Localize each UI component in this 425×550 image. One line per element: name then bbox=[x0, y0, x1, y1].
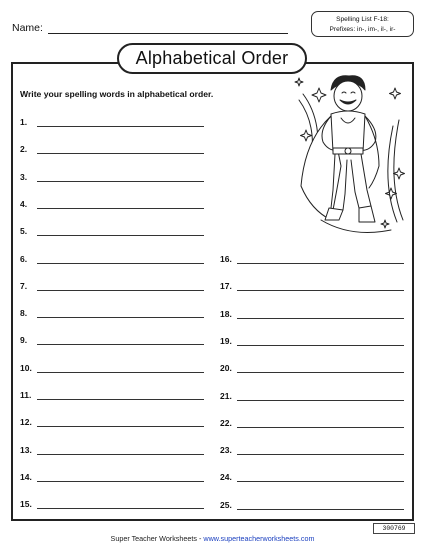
answer-number: 4. bbox=[20, 198, 28, 209]
answer-row bbox=[20, 417, 210, 431]
answer-line[interactable] bbox=[37, 181, 204, 182]
answer-line[interactable] bbox=[37, 426, 204, 427]
answer-number: 15. bbox=[20, 499, 32, 510]
answer-row bbox=[20, 254, 210, 268]
answer-row bbox=[220, 309, 410, 323]
answer-row bbox=[220, 391, 410, 405]
answer-row bbox=[220, 445, 410, 459]
footer-brand: Super Teacher Worksheets bbox=[110, 534, 197, 543]
answer-number: 12. bbox=[20, 417, 32, 428]
answer-line[interactable] bbox=[237, 509, 404, 510]
answer-number: 20. bbox=[220, 363, 232, 374]
answer-line[interactable] bbox=[37, 344, 204, 345]
answer-line[interactable] bbox=[37, 481, 204, 482]
answer-line[interactable] bbox=[37, 263, 204, 264]
footer-site-link[interactable]: www.superteacherworksheets.com bbox=[203, 534, 315, 543]
answer-row bbox=[20, 117, 210, 131]
answer-number: 16. bbox=[220, 254, 232, 264]
answer-row bbox=[20, 199, 210, 213]
answer-row bbox=[20, 445, 210, 459]
answer-number: 10. bbox=[20, 362, 32, 373]
answer-line[interactable] bbox=[37, 317, 204, 318]
answer-number: 25. bbox=[220, 499, 232, 510]
answer-row bbox=[20, 499, 210, 513]
answer-line[interactable] bbox=[237, 318, 404, 319]
name-field[interactable] bbox=[48, 33, 288, 34]
answer-line[interactable] bbox=[37, 454, 204, 455]
answer-row bbox=[220, 281, 410, 295]
answer-number: 3. bbox=[20, 171, 28, 182]
superhero-illustration-icon bbox=[291, 70, 409, 246]
instructions-text: Write your spelling words in alphabetical order. bbox=[20, 89, 214, 99]
answer-line[interactable] bbox=[37, 290, 204, 291]
answer-row bbox=[20, 281, 210, 295]
answer-number: 7. bbox=[20, 280, 28, 291]
answer-line[interactable] bbox=[237, 263, 404, 264]
answer-row bbox=[220, 254, 410, 268]
answer-number: 14. bbox=[20, 471, 32, 482]
answer-line[interactable] bbox=[237, 454, 404, 455]
answer-number: 13. bbox=[20, 444, 32, 455]
answer-row bbox=[220, 363, 410, 377]
answer-number: 1. bbox=[20, 117, 28, 127]
answer-row bbox=[220, 472, 410, 486]
answer-line[interactable] bbox=[237, 427, 404, 428]
answer-line[interactable] bbox=[237, 481, 404, 482]
worksheet-title: Alphabetical Order bbox=[117, 43, 307, 74]
list-info-line-2: Prefixes: in-, im-, il-, ir- bbox=[329, 25, 396, 33]
answer-number: 6. bbox=[20, 253, 28, 264]
answer-row bbox=[20, 144, 210, 158]
answer-row bbox=[220, 336, 410, 350]
answer-line[interactable] bbox=[37, 153, 204, 154]
answer-number: 8. bbox=[20, 308, 28, 319]
answer-number: 11. bbox=[20, 390, 32, 400]
answer-number: 19. bbox=[220, 335, 232, 346]
answer-row bbox=[20, 308, 210, 322]
answer-line[interactable] bbox=[237, 372, 404, 373]
answer-row bbox=[220, 500, 410, 514]
spelling-list-info bbox=[311, 11, 414, 37]
answer-row bbox=[20, 390, 210, 404]
answer-line[interactable] bbox=[37, 208, 204, 209]
answer-line[interactable] bbox=[37, 508, 204, 509]
answer-number: 5. bbox=[20, 226, 28, 237]
answer-line[interactable] bbox=[37, 126, 204, 127]
name-label: Name: bbox=[12, 22, 43, 34]
answer-number: 23. bbox=[220, 445, 232, 456]
answer-number: 17. bbox=[220, 281, 232, 292]
answer-row bbox=[20, 172, 210, 186]
footer-separator: - bbox=[196, 534, 204, 543]
answer-row bbox=[20, 363, 210, 377]
answer-row bbox=[20, 335, 210, 349]
answer-number: 9. bbox=[20, 335, 28, 346]
answer-line[interactable] bbox=[237, 400, 404, 401]
answer-number: 22. bbox=[220, 417, 232, 428]
answer-number: 24. bbox=[220, 472, 232, 483]
answer-line[interactable] bbox=[37, 372, 204, 373]
footer bbox=[0, 534, 425, 543]
answer-row bbox=[20, 226, 210, 240]
answer-row bbox=[20, 472, 210, 486]
answer-line[interactable] bbox=[37, 399, 204, 400]
answer-line[interactable] bbox=[237, 290, 404, 291]
answer-row bbox=[220, 418, 410, 432]
answer-number: 21. bbox=[220, 390, 232, 401]
worksheet-code: 300769 bbox=[373, 523, 415, 534]
answer-line[interactable] bbox=[237, 345, 404, 346]
list-info-line-1: Spelling List F-18: bbox=[336, 16, 389, 23]
answer-number: 18. bbox=[220, 308, 232, 319]
answer-line[interactable] bbox=[37, 235, 204, 236]
answer-number: 2. bbox=[20, 144, 28, 155]
